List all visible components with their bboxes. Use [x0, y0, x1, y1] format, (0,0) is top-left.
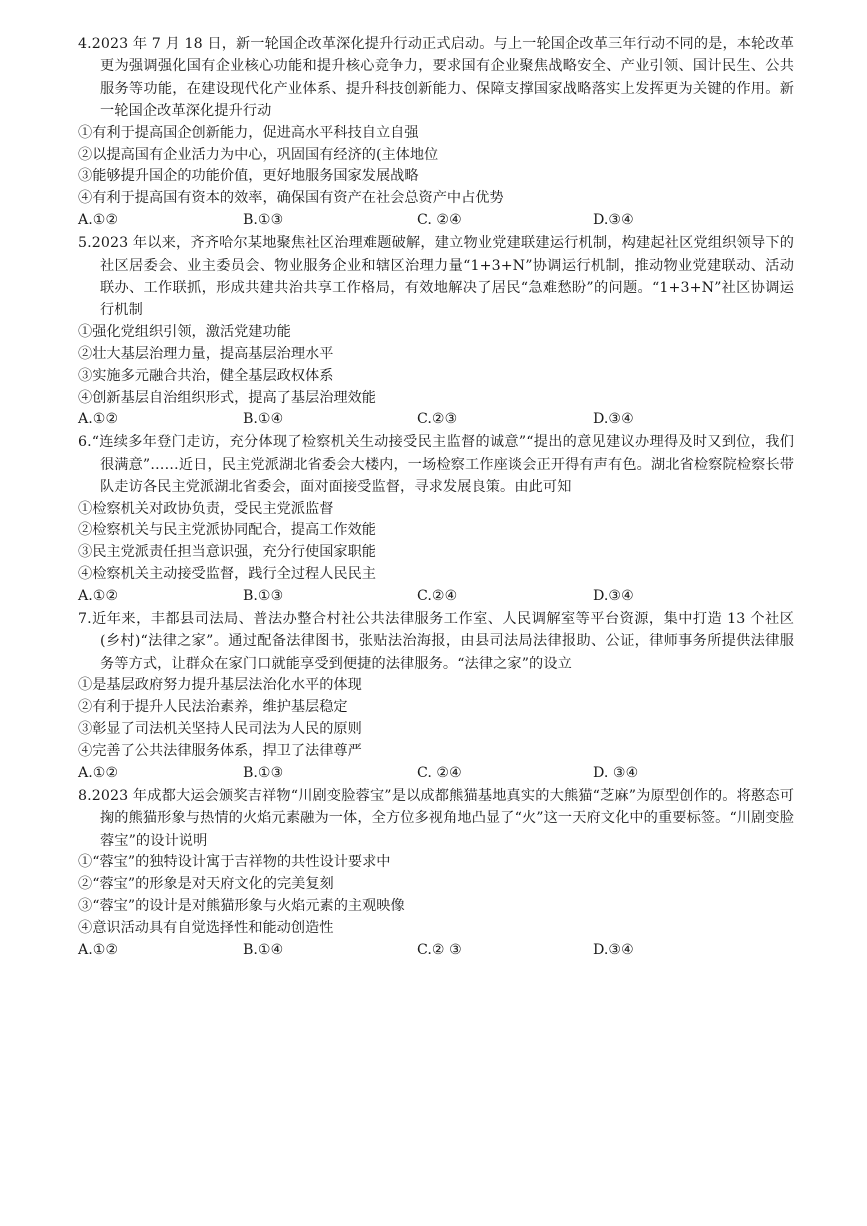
- answer-options: [78, 940, 794, 962]
- statement-2: ②有利于提升人民法治素养，维护基层稳定: [78, 699, 348, 716]
- option-c[interactable]: C.② ③: [417, 941, 462, 958]
- statement-2: ②“蓉宝”的形象是对天府文化的完美复刻: [78, 875, 334, 892]
- statement-3: ③民主党派责任担当意识强，充分行使国家职能: [78, 544, 376, 561]
- answer-options: [78, 210, 794, 232]
- question-stem: 7.近年来，丰都县司法局、普法办整合村社公共法律服务工作室、人民调解室等平台资源，集中打造 13 个社区(乡村)“法律之家”。通过配备法律图书，张贴法治海报，由县司法局法律报助、公证，律师事务所提供法律服务等方式，让群众在家门口就能享受到便捷的法律服务。“法律之家”的设立: [78, 611, 794, 672]
- statement-4: ④创新基层自治组织形式，提高了基层治理效能: [78, 389, 376, 406]
- statement-2: ②壮大基层治理力量，提高基层治理水平: [78, 345, 334, 362]
- answer-options: [78, 763, 794, 785]
- statement-4: ④有利于提高国有资本的效率，确保国有资产在社会总资产中占优势: [78, 190, 504, 207]
- option-b[interactable]: B.①③: [243, 212, 284, 229]
- statement-4: ④完善了公共法律服务体系，捍卫了法律尊严: [78, 743, 362, 759]
- statement-3: ③“蓉宝”的设计是对熊猫形象与火焰元素的主观映像: [78, 897, 405, 914]
- question-6: [78, 431, 794, 608]
- statement-3: ③实施多元融合共治，健全基层政权体系: [78, 367, 334, 384]
- option-c[interactable]: C. ②④: [417, 764, 462, 781]
- option-a[interactable]: A.①②: [78, 588, 119, 605]
- statement-2: ②以提高国有企业活力为中心，巩固国有经济的(主体地位: [78, 146, 439, 163]
- statement-2: ②检察机关与民主党派协同配合，提高工作效能: [78, 522, 376, 539]
- question-7: [78, 608, 794, 785]
- question-stem: 8.2023 年成都大运会颁奖吉祥物“川剧变脸蓉宝”是以成都熊猫基地真实的大熊猫“芝麻”为原型创作的。将憨态可掬的熊猫形象与热情的火焰元素融为一体，全方位多视角地凸显了“火”这一天府文化中的重要标签。“川剧变脸蓉宝”的设计说明: [78, 787, 794, 849]
- option-b[interactable]: B.①④: [243, 411, 284, 428]
- option-c[interactable]: C.②④: [417, 588, 458, 605]
- statement-3: ③彰显了司法机关坚持人民司法为人民的原则: [78, 721, 362, 738]
- statement-1: ①强化党组织引领，激活党建功能: [78, 323, 291, 340]
- question-5: [78, 232, 794, 431]
- option-b[interactable]: B.①③: [243, 764, 284, 781]
- option-d[interactable]: D.③④: [593, 941, 634, 958]
- option-d[interactable]: D.③④: [593, 212, 634, 229]
- option-a[interactable]: A.①②: [78, 764, 119, 781]
- option-c[interactable]: C. ②④: [417, 212, 462, 229]
- question-stem: 4.2023 年 7 月 18 日，新一轮国企改革深化提升行动正式启动。与上一轮国企改革三年行动不同的是，本轮改革更为强调强化国有企业核心功能和提升核心竞争力，要求国有企业聚焦战略安全、产业引领、国计民生、公共服务等功能，在建设现代化产业体系、提升科技创新能力、保障支撑国家战略落实上发挥更为关键的作用。新一轮国企改革深化提升行动: [78, 36, 794, 120]
- question-stem: 6.“连续多年登门走访，充分体现了检察机关生动接受民主监督的诚意”“提出的意见建议办理得及时又到位，我们很满意”……近日，民主党派湖北省委会大楼内，一场检察工作座谈会正开得有声有色。湖北省检察院检察长带队走访各民主党派湖北省委会，面对面接受监督，寻求发展良策。由此可知: [78, 434, 794, 496]
- option-b[interactable]: B.①③: [243, 588, 284, 605]
- answer-options: [78, 586, 794, 608]
- option-a[interactable]: A.①②: [78, 212, 119, 229]
- statement-1: ①有利于提高国企创新能力，促进高水平科技自立自强: [78, 124, 419, 141]
- question-8: [78, 785, 794, 962]
- question-4: [78, 33, 794, 232]
- option-d[interactable]: D.③④: [593, 411, 634, 428]
- statement-1: ①是基层政府努力提升基层法治化水平的体现: [78, 677, 362, 694]
- answer-options: [78, 409, 794, 431]
- statement-1: ①“蓉宝”的独特设计寓于吉祥物的共性设计要求中: [78, 854, 391, 871]
- statement-3: ③能够提升国企的功能价值，更好地服务国家发展战略: [78, 168, 419, 185]
- statement-4: ④检察机关主动接受监督，践行全过程人民民主: [78, 566, 376, 583]
- exam-page: [78, 33, 794, 962]
- statement-4: ④意识活动具有自觉选择性和能动创造性: [78, 919, 334, 936]
- option-a[interactable]: A.①②: [78, 941, 119, 958]
- question-stem: 5.2023 年以来，齐齐哈尔某地聚焦社区治理难题破解，建立物业党建联建运行机制，构建起社区党组织领导下的社区居委会、业主委员会、物业服务企业和辖区治理力量“1+3+N”协调运行机制，推动物业党建联动、活动联办、工作联抓，形成共建共治共享工作格局，有效地解决了居民“急难愁盼”的问题。“1+3+N”社区协调运行机制: [78, 235, 794, 319]
- option-b[interactable]: B.①④: [243, 941, 284, 958]
- statement-1: ①检察机关对政协负责，受民主党派监督: [78, 500, 334, 517]
- option-a[interactable]: A.①②: [78, 411, 119, 428]
- option-d[interactable]: D.③④: [593, 588, 634, 605]
- option-c[interactable]: C.②③: [417, 411, 458, 428]
- option-d[interactable]: D. ③④: [593, 764, 639, 781]
